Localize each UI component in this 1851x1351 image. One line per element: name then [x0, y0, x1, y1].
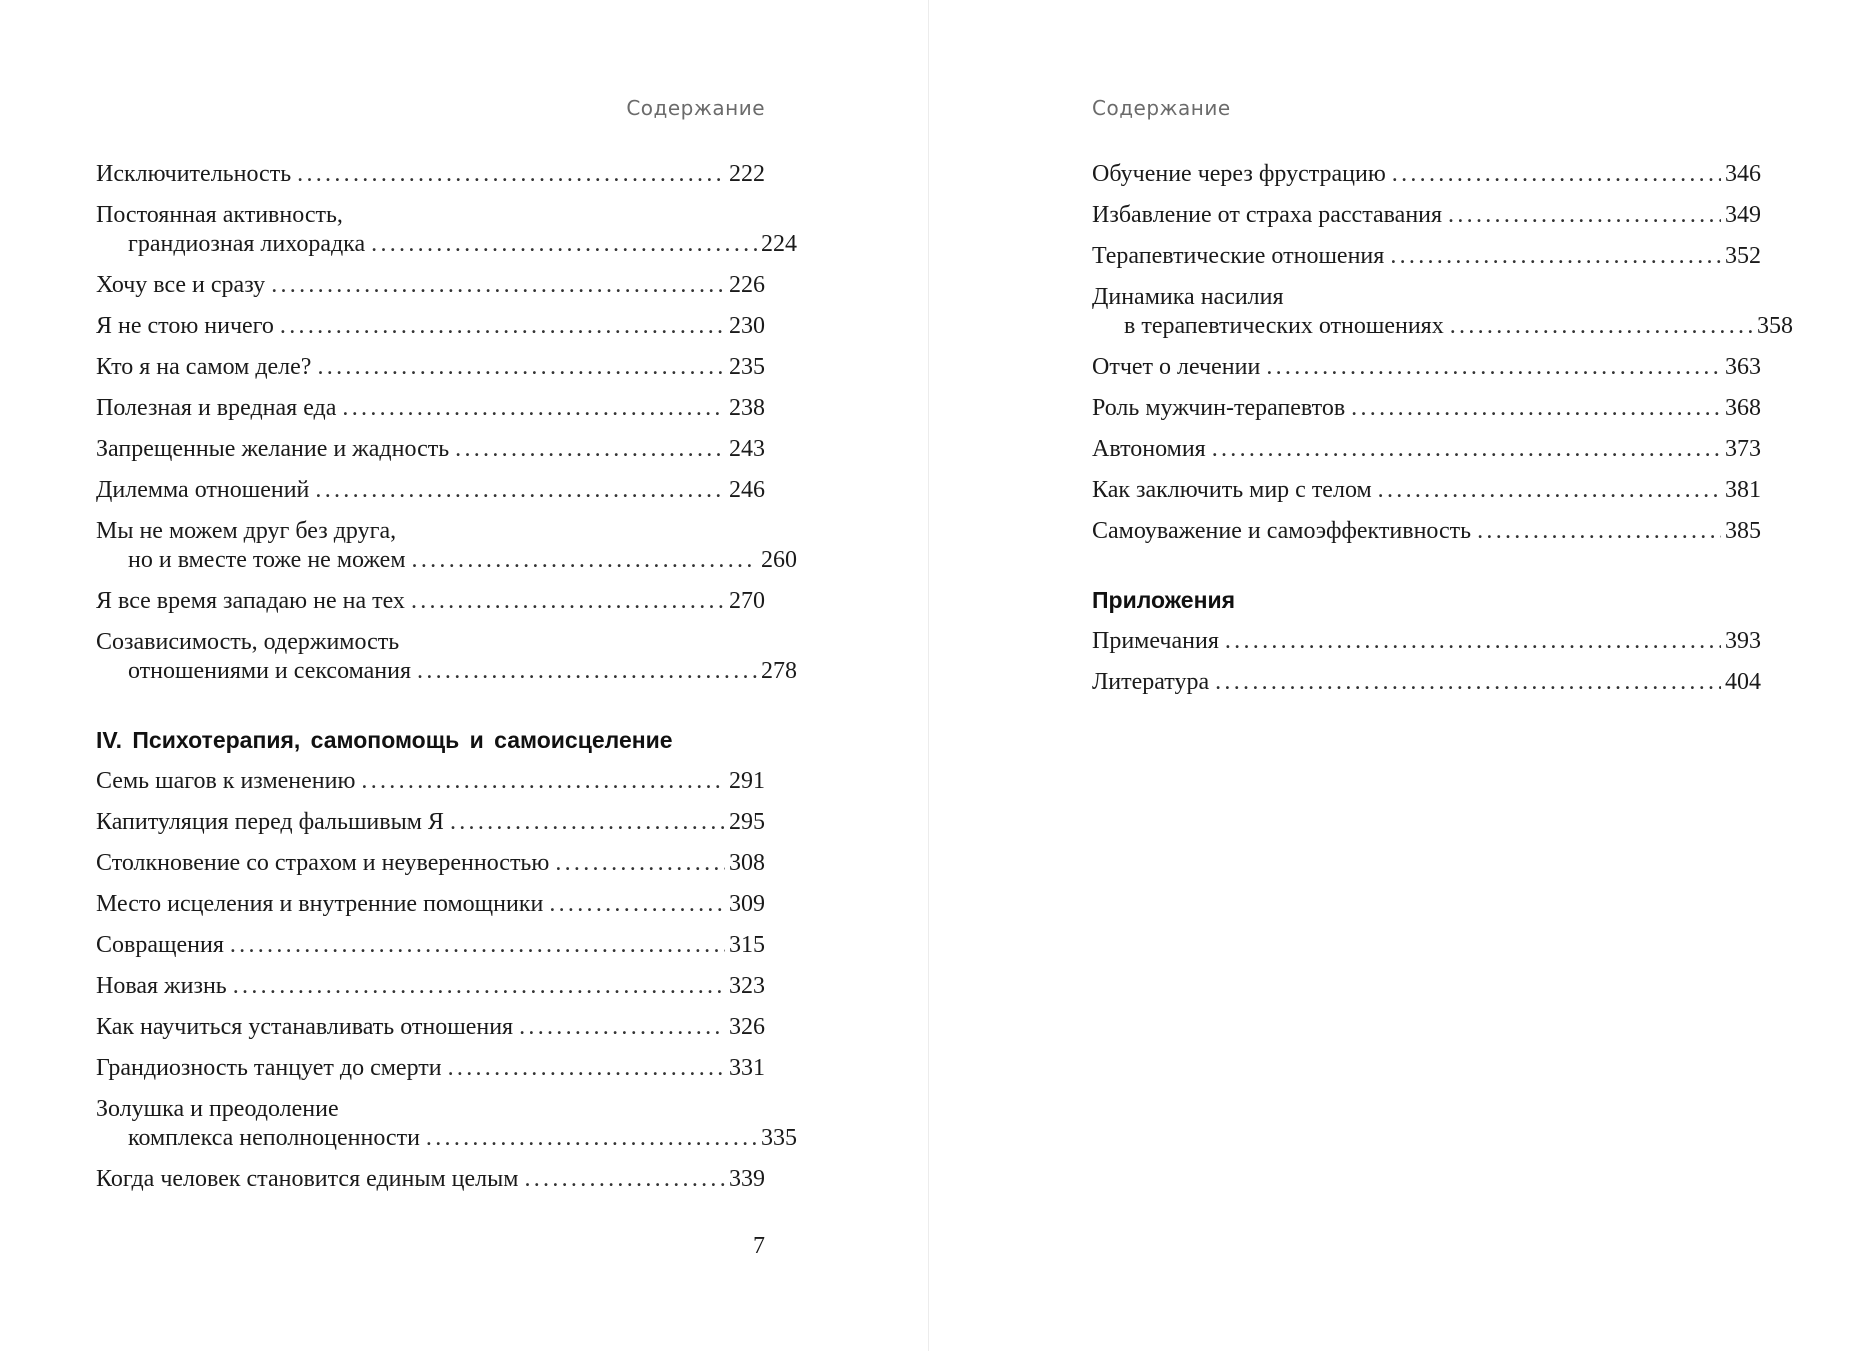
dot-leader	[1225, 627, 1721, 656]
toc-entry	[96, 517, 797, 575]
toc-entry-title: Я все время западаю не на тех	[96, 588, 405, 614]
toc-entry-page: 373	[1725, 436, 1761, 462]
toc-entry-title: Совращения	[96, 932, 224, 958]
toc-entry-page: 309	[729, 891, 765, 917]
toc-entry-title: Семь шагов к изменению	[96, 768, 356, 794]
toc-entry-title-continued: комплекса неполноценности	[128, 1125, 420, 1151]
dot-leader	[230, 931, 725, 960]
toc-entry	[1092, 435, 1761, 464]
toc-entry	[96, 808, 765, 837]
toc-entry	[1092, 668, 1761, 697]
dot-leader	[1448, 201, 1721, 230]
dot-leader	[1212, 435, 1721, 464]
toc-entry-title: Исключительность	[96, 161, 292, 187]
toc-entry	[1092, 627, 1761, 656]
dot-leader	[455, 435, 725, 464]
toc-entry-page: 358	[1757, 313, 1793, 339]
toc-entry	[1092, 242, 1761, 271]
table-of-contents	[1092, 160, 1793, 709]
toc-entry-title: Хочу все и сразу	[96, 272, 266, 298]
toc-entry	[1092, 201, 1761, 230]
toc-entry-page: 339	[729, 1166, 765, 1192]
toc-entry-page: 230	[729, 313, 765, 339]
toc-entry-title: Избавление от страха расставания	[1092, 202, 1443, 228]
toc-entry-page: 260	[761, 547, 797, 573]
toc-entry-title: Кто я на самом деле?	[96, 354, 312, 380]
toc-entry-title: Запрещенные желание и жадность	[96, 436, 450, 462]
toc-entry-page: 349	[1725, 202, 1761, 228]
toc-entry	[96, 628, 797, 686]
toc-entry-page: 404	[1725, 669, 1761, 695]
toc-entry-page: 224	[761, 231, 797, 257]
toc-entry-page: 368	[1725, 395, 1761, 421]
toc-entry	[96, 353, 765, 382]
toc-entry	[1092, 283, 1793, 341]
toc-entry-title: Самоуважение и самоэффективность	[1092, 518, 1472, 544]
toc-entry	[96, 1054, 765, 1083]
toc-entry-title: Постоянная активность,	[96, 202, 343, 228]
dot-leader	[371, 230, 757, 259]
toc-entry-title: Роль мужчин-терапевтов	[1092, 395, 1346, 421]
toc-entry	[96, 476, 765, 505]
toc-entry-page: 291	[729, 768, 765, 794]
toc-entry	[1092, 476, 1761, 505]
table-of-contents	[96, 160, 797, 1206]
dot-leader	[317, 353, 725, 382]
dot-leader	[1378, 476, 1721, 505]
toc-group-top	[96, 160, 797, 686]
dot-leader	[519, 1013, 725, 1042]
toc-entry-page: 235	[729, 354, 765, 380]
running-head: Содержание	[626, 96, 765, 120]
dot-leader	[1450, 312, 1753, 341]
toc-entry-page: 331	[729, 1055, 765, 1081]
toc-entry-page: 243	[729, 436, 765, 462]
dot-leader	[361, 767, 725, 796]
toc-entry	[96, 201, 797, 259]
toc-entry	[96, 849, 765, 878]
dot-leader	[280, 312, 725, 341]
dot-leader	[555, 849, 725, 878]
toc-entry-title-continued: но и вместе тоже не можем	[128, 547, 406, 573]
dot-leader	[271, 271, 725, 300]
toc-entry-title: Терапевтические отношения	[1092, 243, 1385, 269]
toc-entry-title: Автономия	[1092, 436, 1206, 462]
dot-leader	[450, 808, 725, 837]
toc-entry	[96, 160, 765, 189]
running-head: Содержание	[1092, 96, 1231, 120]
toc-entry-page: 385	[1725, 518, 1761, 544]
left-page	[96, 0, 797, 1351]
dot-leader	[1392, 160, 1721, 189]
toc-entry-title: Как научиться устанавливать отношения	[96, 1014, 514, 1040]
toc-entry-page: 363	[1725, 354, 1761, 380]
right-page	[1092, 0, 1793, 1351]
toc-entry	[1092, 353, 1761, 382]
dot-leader	[524, 1165, 725, 1194]
toc-entry	[96, 435, 765, 464]
toc-entry	[96, 394, 765, 423]
dot-leader	[1390, 242, 1721, 271]
toc-entry-title: Золушка и преодоление	[96, 1096, 339, 1122]
toc-entry-page: 326	[729, 1014, 765, 1040]
toc-entry-page: 308	[729, 850, 765, 876]
dot-leader	[417, 657, 757, 686]
toc-entry-title: Полезная и вредная еда	[96, 395, 337, 421]
dot-leader	[549, 890, 725, 919]
toc-entry	[96, 767, 765, 796]
toc-entry	[1092, 160, 1761, 189]
toc-entry-page: 270	[729, 588, 765, 614]
toc-entry-page: 335	[761, 1125, 797, 1151]
toc-entry	[96, 587, 765, 616]
dot-leader	[315, 476, 725, 505]
dot-leader	[426, 1124, 757, 1153]
toc-entry-title: Как заключить мир с телом	[1092, 477, 1372, 503]
toc-entry	[96, 931, 765, 960]
toc-entry	[96, 1095, 797, 1153]
dot-leader	[297, 160, 725, 189]
toc-entry	[96, 312, 765, 341]
page-number: 7	[753, 1233, 765, 1259]
toc-group-top	[1092, 160, 1793, 546]
dot-leader	[1266, 353, 1721, 382]
toc-entry-title-continued: отношениями и сексомания	[128, 658, 412, 684]
toc-entry-page: 238	[729, 395, 765, 421]
dot-leader	[448, 1054, 725, 1083]
toc-entry-page: 315	[729, 932, 765, 958]
toc-entry-title-continued: грандиозная лихорадка	[128, 231, 366, 257]
toc-entry-title: Когда человек становится единым целым	[96, 1166, 519, 1192]
toc-entry-title: Созависимость, одержимость	[96, 629, 400, 655]
page-gutter	[928, 0, 929, 1351]
toc-entry	[96, 1013, 765, 1042]
toc-entry	[1092, 517, 1761, 546]
toc-entry-title: Литература	[1092, 669, 1210, 695]
dot-leader	[1477, 517, 1721, 546]
toc-entry-title-continued: в терапевтических отношениях	[1124, 313, 1444, 339]
toc-entry-page: 246	[729, 477, 765, 503]
toc-entry-title: Столкновение со страхом и неуверенностью	[96, 850, 550, 876]
toc-group-section	[1092, 627, 1761, 697]
toc-entry-title: Мы не можем друг без друга,	[96, 518, 397, 544]
toc-entry	[96, 271, 765, 300]
toc-entry-title: Место исцеления и внутренние помощники	[96, 891, 544, 917]
toc-entry-page: 346	[1725, 161, 1761, 187]
toc-entry-title: Капитуляция перед фальшивым Я	[96, 809, 444, 835]
toc-entry-page: 295	[729, 809, 765, 835]
dot-leader	[233, 972, 725, 1001]
toc-entry-title: Дилемма отношений	[96, 477, 310, 503]
toc-entry	[96, 972, 765, 1001]
toc-entry	[96, 1165, 765, 1194]
toc-entry-title: Отчет о лечении	[1092, 354, 1261, 380]
toc-entry	[96, 890, 765, 919]
toc-entry-title: Я не стою ничего	[96, 313, 274, 339]
toc-entry-page: 381	[1725, 477, 1761, 503]
toc-entry-page: 393	[1725, 628, 1761, 654]
toc-entry-page: 323	[729, 973, 765, 999]
section-heading: Приложения	[1092, 587, 1236, 613]
dot-leader	[1215, 668, 1721, 697]
toc-entry-title: Динамика насилия	[1092, 284, 1284, 310]
toc-entry-page: 352	[1725, 243, 1761, 269]
toc-entry	[1092, 394, 1761, 423]
toc-entry-title: Обучение через фрустрацию	[1092, 161, 1386, 187]
toc-entry-page: 226	[729, 272, 765, 298]
toc-group-section	[96, 767, 797, 1194]
toc-entry-page: 222	[729, 161, 765, 187]
toc-entry-title: Новая жизнь	[96, 973, 227, 999]
dot-leader	[342, 394, 725, 423]
toc-entry-title: Примечания	[1092, 628, 1219, 654]
toc-entry-title: Грандиозность танцует до смерти	[96, 1055, 442, 1081]
dot-leader	[411, 587, 725, 616]
dot-leader	[412, 546, 757, 575]
dot-leader	[1351, 394, 1721, 423]
section-heading: IV. Психотерапия, самопомощь и самоисцеление	[96, 727, 673, 753]
toc-entry-page: 278	[761, 658, 797, 684]
